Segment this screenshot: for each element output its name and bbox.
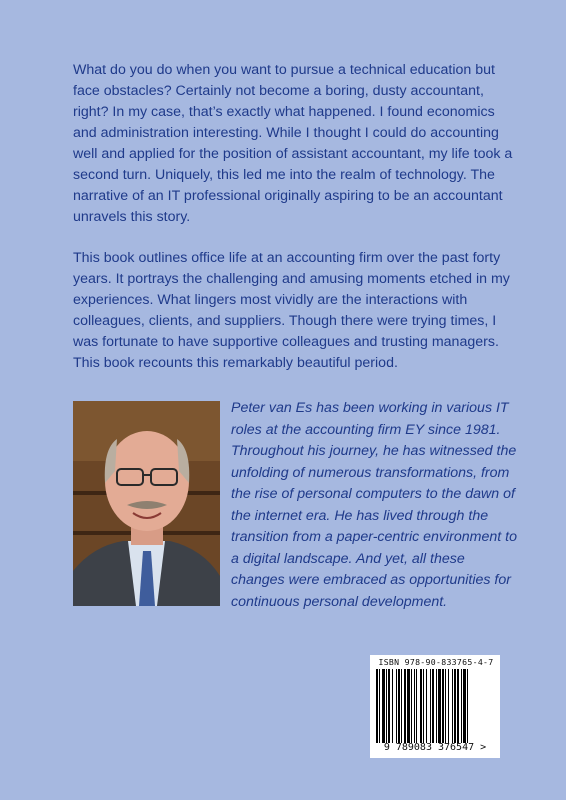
barcode-bar bbox=[401, 669, 402, 743]
barcode-bar bbox=[392, 669, 393, 743]
barcode-bar bbox=[388, 669, 390, 743]
intro-paragraph: What do you do when you want to pursue a technical education but face obstacles? Certainly not become a boring, dusty accountant, right? In my case, that’s exactly what happened. I found economics and administration interesting. While I thought I could do accounting well and applied for the position of assistant accountant, my life took a second turn. Uniquely, this led me into the realm of technology. The narrative of an IT professional originally aspiring to be an accountant unravels this story. bbox=[73, 62, 513, 225]
barcode-bar bbox=[414, 669, 415, 743]
barcode-bar bbox=[398, 669, 400, 743]
barcode-bar bbox=[420, 669, 422, 743]
barcode-bar bbox=[436, 669, 437, 743]
isbn-label: ISBN 978-90-833765-4-7 bbox=[378, 657, 494, 667]
barcode-bar bbox=[461, 669, 462, 743]
barcode-bar bbox=[454, 669, 456, 743]
isbn-barcode bbox=[370, 655, 500, 758]
barcode-bar bbox=[448, 669, 449, 743]
barcode-bar bbox=[432, 669, 434, 743]
barcode-bar bbox=[416, 669, 417, 743]
barcode-digits: 9 789083 376547 > bbox=[383, 742, 487, 753]
barcode-bar bbox=[376, 669, 378, 743]
barcode-bar bbox=[426, 669, 427, 743]
barcode-bar bbox=[445, 669, 446, 743]
barcode-bar bbox=[438, 669, 441, 743]
barcode-bar bbox=[423, 669, 424, 743]
barcode-bar bbox=[457, 669, 459, 743]
author-photo bbox=[73, 401, 220, 606]
barcode-bar bbox=[452, 669, 453, 743]
barcode-bar bbox=[404, 669, 406, 743]
barcode-bar bbox=[430, 669, 431, 743]
barcode-bar bbox=[463, 669, 466, 743]
barcode-bar bbox=[382, 669, 385, 743]
barcode-bar bbox=[396, 669, 397, 743]
barcode-bar bbox=[442, 669, 444, 743]
barcode-bar bbox=[407, 669, 410, 743]
barcode-bars bbox=[376, 669, 494, 743]
author-bio: Peter van Es has been working in various IT roles at the accounting firm EY since 1981. Throughout his journey, he has witnessed the unfolding of numerous transformations, from the rise of personal computers to the dawn of the internet era. He has lived through the transition from a paper-centric environment to a digital landscape. And yet, all these changes were embraced as opportunities for continuous personal development. bbox=[231, 400, 517, 610]
barcode-bar bbox=[379, 669, 380, 743]
barcode-bar bbox=[467, 669, 468, 743]
barcode-bar bbox=[386, 669, 387, 743]
summary-paragraph: This book outlines office life at an accounting firm over the past forty years. It portrays the challenging and amusing moments etched in my experiences. What lingers most vividly are the interactions with colleagues, clients, and suppliers. Though there were trying times, I was fortunate to have supportive colleagues and trusting managers. This book recounts this remarkably beautiful period. bbox=[73, 250, 510, 371]
barcode-bar bbox=[411, 669, 412, 743]
